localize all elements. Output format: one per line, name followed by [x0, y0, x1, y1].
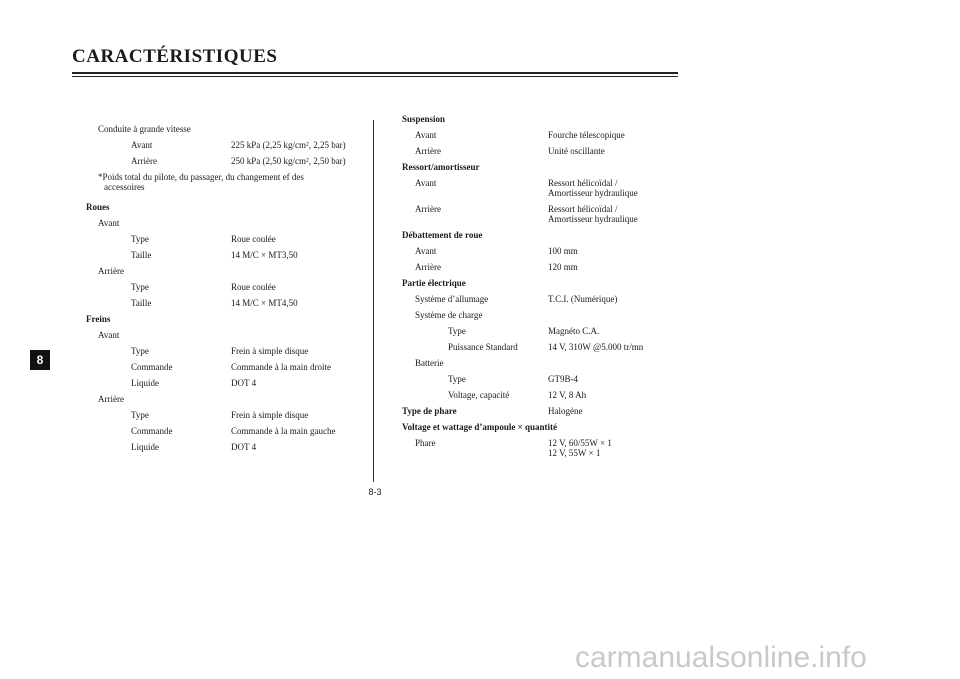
brakes-rear-fluid-label: Liquide: [131, 442, 159, 452]
shock-rear-value-2: Amortisseur hydraulique: [548, 214, 638, 224]
note-line-1: *Poids total du pilote, du passager, du changement ef des: [98, 172, 304, 182]
brakes-front-cmd-label: Commande: [131, 362, 173, 372]
brakes-front-type-value: Frein à simple disque: [231, 346, 309, 356]
travel-front-value: 100 mm: [548, 246, 578, 256]
suspension-title: Suspension: [402, 114, 446, 124]
shock-title: Ressort/amortisseur: [402, 162, 480, 172]
charging-label: Système de charge: [415, 310, 483, 320]
battery-label: Batterie: [415, 358, 444, 368]
brakes-front-fluid-label: Liquide: [131, 378, 159, 388]
phare-value-1: 12 V, 60/55W × 1: [548, 438, 612, 448]
wheels-rear-type-value: Roue coulée: [231, 282, 276, 292]
phare-value-2: 12 V, 55W × 1: [548, 448, 601, 458]
header-rule-thick: [72, 72, 678, 74]
brakes-title: Freins: [86, 314, 111, 324]
brakes-rear-cmd-value: Commande à la main gauche: [231, 426, 336, 436]
charging-type-label: Type: [448, 326, 466, 336]
column-divider: [373, 120, 374, 482]
bulbs-title: Voltage et wattage d’ampoule × quantité: [402, 422, 558, 432]
brakes-rear-type-value: Frein à simple disque: [231, 410, 309, 420]
brakes-front-cmd-value: Commande à la main droite: [231, 362, 331, 372]
electrical-title: Partie électrique: [402, 278, 466, 288]
page-number: 8-3: [368, 487, 382, 497]
brakes-front: Avant: [98, 330, 120, 340]
travel-rear-label: Arrière: [415, 262, 441, 272]
suspension-front-label: Avant: [415, 130, 437, 140]
phare-label: Phare: [415, 438, 436, 448]
charging-power-label: Puissance Standard: [448, 342, 518, 352]
shock-rear-label: Arrière: [415, 204, 441, 214]
battery-cap-value: 12 V, 8 Ah: [548, 390, 587, 400]
ignition-label: Système d’allumage: [415, 294, 489, 304]
high-speed-rear-value: 250 kPa (2,50 kg/cm², 2,50 bar): [231, 156, 346, 166]
brakes-rear-cmd-label: Commande: [131, 426, 173, 436]
brakes-rear-type-label: Type: [131, 410, 149, 420]
wheels-front-size-value: 14 M/C × MT3,50: [231, 250, 298, 260]
section-tab[interactable]: 8: [30, 350, 50, 370]
high-speed-rear-label: Arrière: [131, 156, 157, 166]
watermark: carmanualsonline.info: [575, 641, 867, 674]
travel-title: Débattement de roue: [402, 230, 483, 240]
wheels-front: Avant: [98, 218, 120, 228]
wheels-rear-type-label: Type: [131, 282, 149, 292]
suspension-front-value: Fourche télescopique: [548, 130, 625, 140]
wheels-rear-size-value: 14 M/C × MT4,50: [231, 298, 298, 308]
wheels-title: Roues: [86, 202, 110, 212]
battery-type-value: GT9B-4: [548, 374, 578, 384]
shock-rear-value-1: Ressort hélicoïdal /: [548, 204, 618, 214]
high-speed-label: Conduite à grande vitesse: [98, 124, 191, 134]
suspension-rear-label: Arrière: [415, 146, 441, 156]
wheels-front-type-value: Roue coulée: [231, 234, 276, 244]
suspension-rear-value: Unité oscillante: [548, 146, 605, 156]
charging-type-value: Magnéto C.A.: [548, 326, 600, 336]
page-title: CARACTÉRISTIQUES: [72, 46, 278, 67]
wheels-front-type-label: Type: [131, 234, 149, 244]
high-speed-front-value: 225 kPa (2,25 kg/cm², 2,25 bar): [231, 140, 346, 150]
travel-rear-value: 120 mm: [548, 262, 578, 272]
charging-power-value: 14 V, 310W @5.000 tr/mn: [548, 342, 644, 352]
brakes-front-fluid-value: DOT 4: [231, 378, 257, 388]
headlight-value: Halogène: [548, 406, 583, 416]
travel-front-label: Avant: [415, 246, 437, 256]
wheels-rear-size-label: Taille: [131, 298, 152, 308]
wheels-rear: Arrière: [98, 266, 124, 276]
shock-front-value-2: Amortisseur hydraulique: [548, 188, 638, 198]
high-speed-front-label: Avant: [131, 140, 153, 150]
wheels-front-size-label: Taille: [131, 250, 152, 260]
battery-type-label: Type: [448, 374, 466, 384]
ignition-value: T.C.I. (Numérique): [548, 294, 618, 304]
shock-front-label: Avant: [415, 178, 437, 188]
header-rule-thin: [72, 76, 678, 77]
brakes-rear: Arrière: [98, 394, 124, 404]
brakes-rear-fluid-value: DOT 4: [231, 442, 257, 452]
battery-cap-label: Voltage, capacité: [448, 390, 510, 400]
shock-front-value-1: Ressort hélicoïdal /: [548, 178, 618, 188]
note-line-2: accessoires: [104, 182, 145, 192]
brakes-front-type-label: Type: [131, 346, 149, 356]
headlight-label: Type de phare: [402, 406, 457, 416]
